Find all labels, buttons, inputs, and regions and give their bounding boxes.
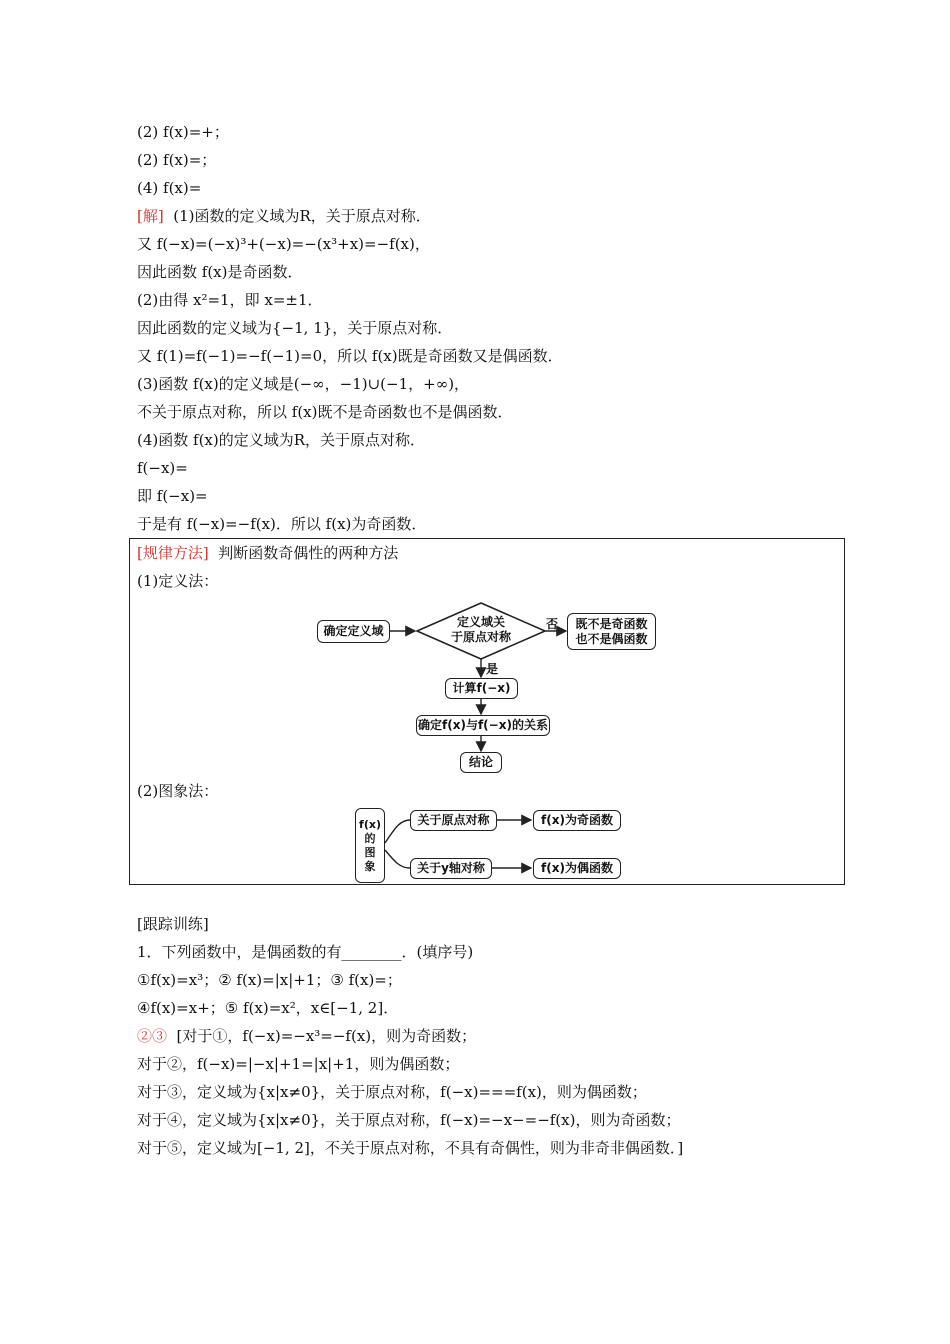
yes-label: 是 bbox=[486, 662, 499, 676]
even-function-node: f(x)为偶函数 bbox=[533, 858, 621, 879]
explanation-line: 对于②，f(−x)=|−x|+1=|x|+1，则为偶函数； bbox=[137, 1055, 460, 1073]
graph-of-f-node: f(x) 的 图 象 bbox=[355, 808, 385, 883]
explanation-line: 对于⑤，定义域为[−1, 2]，不关于原点对称，不具有奇偶性，则为非奇非偶函数．] bbox=[137, 1139, 684, 1157]
neither-node: 既不是奇函数 也不是偶函数 bbox=[567, 613, 656, 650]
text-line: (2) f(x)=+； bbox=[137, 123, 229, 141]
symmetric-question-text: 定义域关 于原点对称 bbox=[450, 615, 511, 644]
solution-tag: [解] bbox=[137, 207, 164, 225]
text-line: (4)函数 f(x)的定义域为R，关于原点对称． bbox=[137, 431, 426, 449]
text-line: 于是有 f(−x)=−f(x)．所以 f(x)为奇函数． bbox=[137, 515, 427, 533]
odd-function-node: f(x)为奇函数 bbox=[533, 810, 621, 831]
origin-symmetry-node: 关于原点对称 bbox=[410, 810, 497, 831]
answer-tag: ②③ bbox=[137, 1027, 168, 1045]
text-line: (2)由得 x²=1，即 x=±1． bbox=[137, 291, 323, 309]
explanation-line: 对于④，定义域为{x|x≠0}，关于原点对称，f(−x)=−x−=−f(x)，则为奇函数； bbox=[137, 1111, 681, 1129]
answer-line bbox=[137, 1026, 476, 1046]
text-line: 即 f(−x)= bbox=[137, 487, 208, 505]
text-line: (3)函数 f(x)的定义域是(−∞，−1)∪(−1，+∞)， bbox=[137, 375, 470, 393]
compute-node: 计算f(−x) bbox=[445, 678, 518, 699]
solution-text: (1)函数的定义域为R，关于原点对称． bbox=[163, 207, 431, 225]
question-text: 1．下列函数中，是偶函数的有________．(填序号) bbox=[137, 943, 474, 961]
practice-header: [跟踪训练] bbox=[137, 915, 209, 933]
text-line: 因此函数的定义域为{−1, 1}，关于原点对称． bbox=[137, 319, 453, 337]
answer-text: [对于①，f(−x)=−x³=−f(x)，则为奇函数； bbox=[167, 1027, 477, 1045]
relation-node: 确定f(x)与f(−x)的关系 bbox=[416, 715, 550, 736]
y-axis-symmetry-node: 关于y轴对称 bbox=[410, 858, 492, 879]
text-line: f(−x)= bbox=[137, 459, 188, 477]
text-line: (4) f(x)= bbox=[137, 179, 202, 197]
text-line: 又 f(−x)=(−x)³+(−x)=−(x³+x)=−f(x)， bbox=[137, 235, 430, 253]
method-tag: [规律方法] bbox=[137, 544, 209, 562]
text-line: (2) f(x)=； bbox=[137, 151, 217, 169]
definition-method-label: (1)定义法： bbox=[137, 572, 219, 590]
text-line: 因此函数 f(x)是奇函数． bbox=[137, 263, 303, 281]
no-label: 否 bbox=[546, 617, 559, 631]
text-line: 又 f(1)=f(−1)=−f(−1)=0，所以 f(x)既是奇函数又是偶函数． bbox=[137, 347, 563, 365]
method-title-text: 判断函数奇偶性的两种方法 bbox=[208, 544, 399, 562]
explanation-line: 对于③，定义域为{x|x≠0}，关于原点对称，f(−x)===f(x)，则为偶函数； bbox=[137, 1083, 647, 1101]
determine-domain-node: 确定定义域 bbox=[317, 620, 390, 643]
option-line: ①f(x)=x³；② f(x)=|x|+1；③ f(x)=； bbox=[137, 971, 402, 989]
graph-method-label: (2)图象法： bbox=[137, 782, 219, 800]
conclusion-node: 结论 bbox=[460, 752, 502, 773]
text-line: 不关于原点对称，所以 f(x)既不是奇函数也不是偶函数． bbox=[137, 403, 513, 421]
option-line: ④f(x)=x+；⑤ f(x)=x²，x∈[−1, 2]． bbox=[137, 999, 399, 1017]
